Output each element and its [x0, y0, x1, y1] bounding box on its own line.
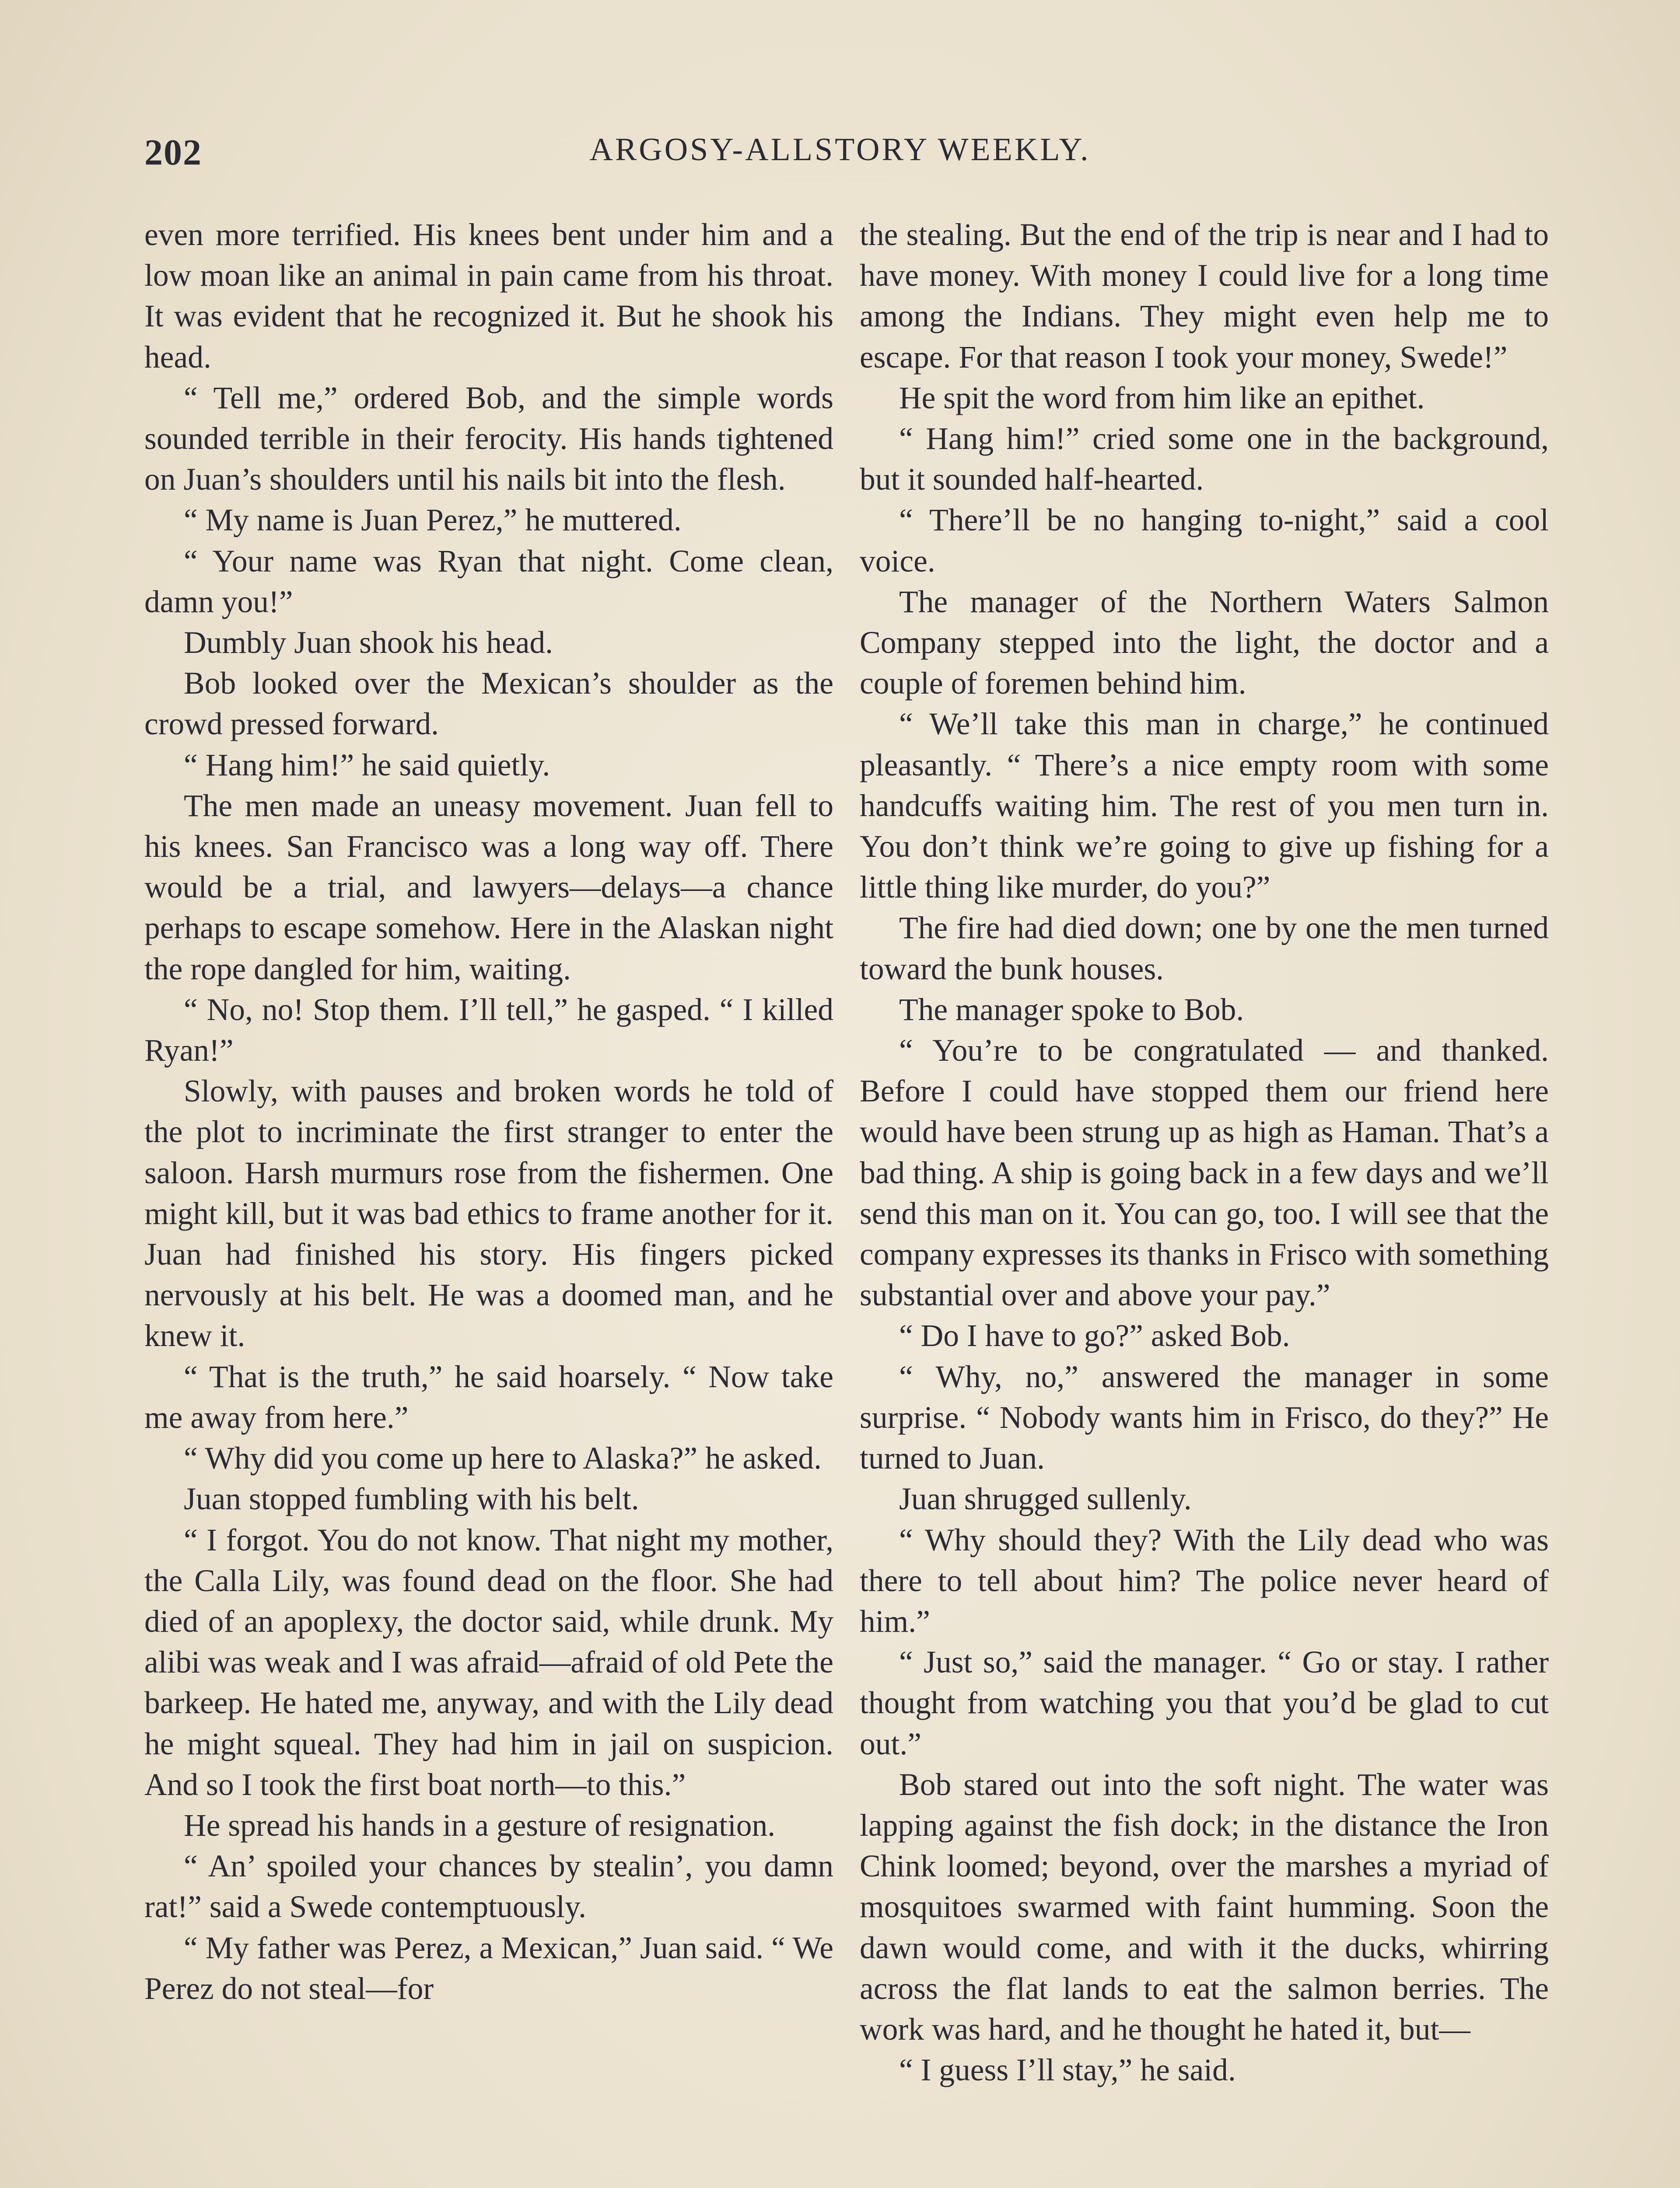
paragraph: “ An’ spoiled your chances by stealin’, you damn rat!” said a Swede contemptuously.: [144, 1849, 833, 1925]
paragraph: “ My name is Juan Perez,” he muttered.: [184, 503, 682, 538]
paragraph: The fire had died down; one by one the men turned toward the bunk houses.: [860, 911, 1549, 986]
paragraph: Juan stopped fumbling with his belt.: [184, 1482, 639, 1517]
paragraph: “ Tell me,” ordered Bob, and the simple words sounded terrible in their ferocity. His hands tightened on Juan’s shoulders until his nails bit into the flesh.: [144, 380, 833, 497]
paragraph: The men made an uneasy movement. Juan fell to his knees. San Francisco was a long way off. There would be a trial, and lawyers—delays—a chance perhaps to escape somehow. Here in the Alaskan night the rope dangled for him, waiting.: [144, 788, 833, 986]
page-header: [144, 131, 1536, 184]
paragraph: Dumbly Juan shook his head.: [184, 625, 553, 660]
paragraph: “ That is the truth,” he said hoarsely. “ Now take me away from here.”: [144, 1359, 833, 1435]
running-head: ARGOSY-ALLSTORY WEEKLY.: [589, 132, 1091, 168]
paragraph: “ Hang him!” cried some one in the background, but it sounded half-hearted.: [860, 421, 1549, 497]
paragraph: “ There’ll be no hanging to-night,” said a cool voice.: [860, 503, 1549, 579]
paragraph: Bob looked over the Mexican’s shoulder as the crowd pressed forward.: [144, 666, 833, 742]
paragraph: “ Why did you come up here to Alaska?” he asked.: [184, 1441, 822, 1476]
paragraph: “ Hang him!” he said quietly.: [184, 747, 550, 782]
paragraph: “ We’ll take this man in charge,” he continued pleasantly. “ There’s a nice empty room with some handcuffs waiting him. The rest of you men turn in. You don’t think we’re going to give up fishing for a little thing like murder, do you?”: [860, 707, 1549, 905]
paragraph: “ You’re to be congratulated — and thanked. Before I could have stopped them our friend here would have been strung up as high as Haman. That’s a bad thing. A ship is going back in a few days and we’ll send this man on it. You can go, too. I will see that the company expresses its thanks in Frisco with something substantial over and above your pay.”: [860, 1033, 1549, 1313]
paragraph: “ I forgot. You do not know. That night my mother, the Calla Lily, was found dead on the floor. She had died of an apoplexy, the doctor said, while drunk. My alibi was weak and I was afraid—afraid of old Pete the barkeep. He hated me, anyway, and with the Lily dead he might squeal. They had him in jail on suspicion. And so I took the first boat north—to this.”: [144, 1522, 833, 1802]
paragraph: The manager spoke to Bob.: [899, 992, 1244, 1027]
paragraph: “ No, no! Stop them. I’ll tell,” he gasped. “ I killed Ryan!”: [144, 992, 833, 1068]
paragraph: The manager of the Northern Waters Salmon Company stepped into the light, the doctor and a couple of foremen behind him.: [860, 584, 1549, 701]
paragraph: “ Do I have to go?” asked Bob.: [899, 1318, 1290, 1353]
page-number: 202: [144, 132, 202, 173]
text-column-left: [144, 214, 833, 2009]
paragraph: Bob stared out into the soft night. The water was lapping against the fish dock; in the distance the Iron Chink loomed; beyond, over the marshes a myriad of mosquitoes swarmed with faint humming. Soon the dawn would come, and with it the ducks, whirring across the flat lands to eat the salmon berries. The work was hard, and he thought he hated it, but—: [860, 1767, 1549, 2047]
paragraph: He spit the word from him like an epithet.: [899, 380, 1425, 415]
paragraph: “ My father was Perez, a Mexican,” Juan said. “ We Perez do not steal—for: [144, 1930, 833, 2006]
paragraph: “ Why, no,” answered the manager in some surprise. “ Nobody wants him in Frisco, do they?” He turned to Juan.: [860, 1359, 1549, 1476]
paragraph: “ Your name was Ryan that night. Come clean, damn you!”: [144, 543, 833, 619]
text-column-right: [860, 214, 1549, 2090]
paragraph: even more terrified. His knees bent under him and a low moan like an animal in pain came from his throat. It was evident that he recognized it. But he shook his head.: [144, 217, 833, 375]
paragraph: He spread his hands in a gesture of resignation.: [184, 1808, 776, 1843]
paragraph: Juan shrugged sullenly.: [899, 1482, 1192, 1517]
paragraph: “ Just so,” said the manager. “ Go or stay. I rather thought from watching you that you’d be glad to cut out.”: [860, 1645, 1549, 1761]
paragraph: Slowly, with pauses and broken words he told of the plot to incriminate the first stranger to enter the saloon. Harsh murmurs rose from the fishermen. One might kill, but it was bad ethics to frame another for it. Juan had finished his story. His fingers picked nervously at his belt. He was a doomed man, and he knew it.: [144, 1074, 833, 1353]
paragraph: the stealing. But the end of the trip is near and I had to have money. With money I could live for a long time among the Indians. They might even help me to escape. For that reason I took your money, Swede!”: [860, 217, 1549, 375]
paragraph: “ Why should they? With the Lily dead who was there to tell about him? The police never heard of him.”: [860, 1522, 1549, 1639]
paragraph: “ I guess I’ll stay,” he said.: [899, 2053, 1236, 2088]
